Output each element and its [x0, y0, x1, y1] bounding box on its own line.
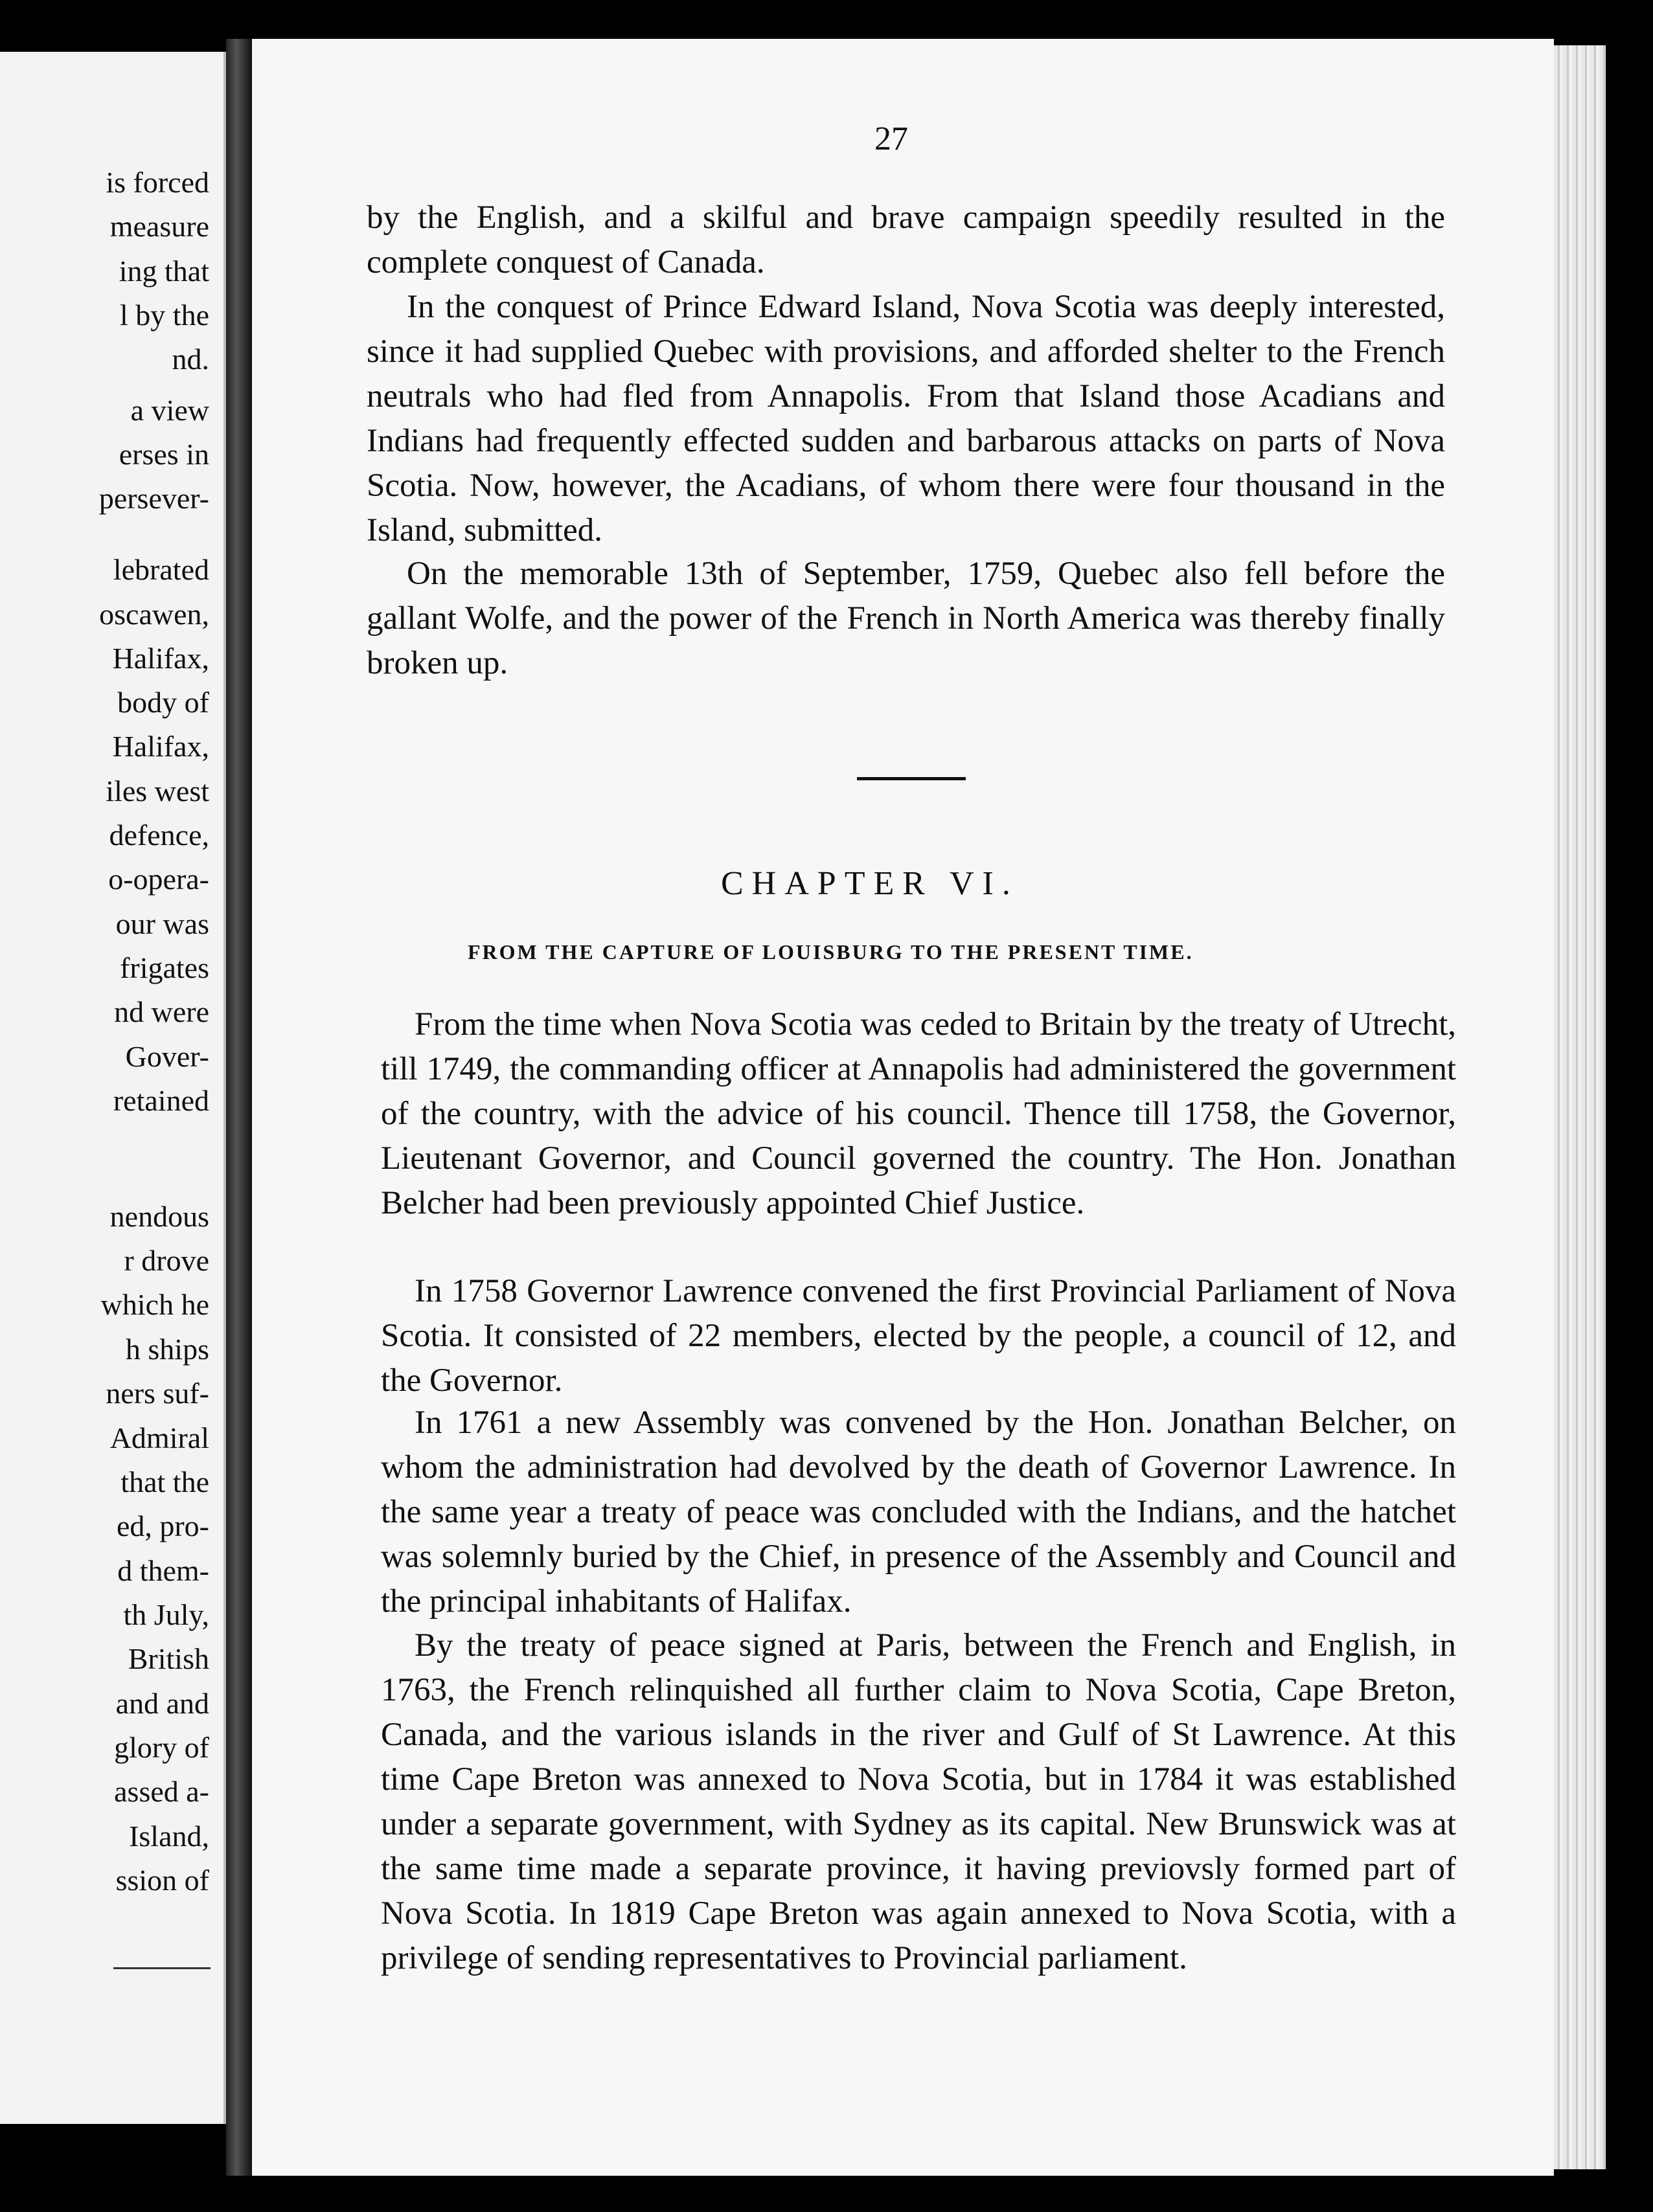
- paragraph: By the treaty of peace signed at Paris, between the French and English, in 1763, the French relinquished all further claim to Nova Scotia, Cape Breton, Canada, and the various islands in the river and Gulf of St Lawrence. At this time Cape Breton was annexed to Nova Scotia, but in 1784 it was established under a separate government, with Sydney as its capital. New Brunswick was at the same time made a separate province, it having previovsly formed part of Nova Scotia. In 1819 Cape Breton was again annexed to Nova Scotia, with a privilege of sending representatives to Provincial parliament.: [381, 1627, 1456, 1976]
- previous-page-line: glory of: [114, 1731, 209, 1764]
- previous-page-line: Halifax,: [112, 730, 209, 763]
- paragraph: On the memorable 13th of September, 1759, Quebec also fell before the gallant Wolfe, and the power of the French in North America was thereby finally broken up.: [367, 556, 1445, 681]
- paragraph: In the conquest of Prince Edward Island, Nova Scotia was deeply interested, since it had supplied Quebec with provisions, and afforded shelter to the French neutrals who had fled from Annapolis. From that Island those Acadians and Indians had frequently effected sudden and barbarous attacks on parts of Nova Scotia. Now, however, the Acadians, of whom there were four thousand in the Island, submitted.: [367, 289, 1445, 548]
- previous-page-line: persever-: [98, 482, 209, 515]
- previous-page-line: ssion of: [115, 1864, 209, 1897]
- previous-page-line: our was: [115, 907, 209, 940]
- previous-page-line: that the: [120, 1465, 209, 1498]
- paragraph: In 1758 Governor Lawrence convened the first Provincial Parliament of Nova Scotia. It consisted of 22 members, elected by the people, a council of 12, and the Governor.: [381, 1273, 1456, 1399]
- previous-page-line: Halifax,: [112, 642, 209, 675]
- page-number: 27: [874, 120, 908, 157]
- book-gutter: [226, 39, 252, 2176]
- paragraph: In 1761 a new Assembly was convened by the Hon. Jonathan Belcher, on whom the administration had devolved by the death of Governor Lawrence. In the same year a treaty of peace was concluded with the Indians, and the hatchet was solemnly buried by the Chief, in presence of the Assembly and Council and the principal inhabitants of Halifax.: [381, 1405, 1456, 1620]
- page-edges: [1554, 45, 1606, 2169]
- chapter-heading: CHAPTER VI.: [721, 865, 1019, 902]
- previous-page-line: Gover-: [125, 1040, 209, 1073]
- previous-page-rule: [113, 1967, 211, 1969]
- previous-page-line: nd.: [172, 343, 209, 376]
- previous-page-line: erses in: [119, 438, 209, 471]
- previous-page-line: d them-: [117, 1554, 209, 1587]
- previous-page-line: nd were: [114, 995, 209, 1028]
- previous-page-line: ed, pro-: [116, 1509, 209, 1542]
- previous-page-line: th July,: [123, 1598, 209, 1631]
- previous-page-line: frigates: [120, 951, 209, 984]
- previous-page-line: and and: [115, 1687, 209, 1720]
- previous-page-line: ners suf-: [106, 1377, 209, 1410]
- previous-page-line: h ships: [125, 1333, 209, 1366]
- previous-page-line: o-opera-: [108, 863, 209, 896]
- previous-page-line: iles west: [106, 774, 209, 807]
- section-divider: [857, 777, 966, 780]
- previous-page-line: nendous: [109, 1200, 209, 1233]
- previous-page-line: l by the: [120, 299, 209, 332]
- previous-page-line: which he: [100, 1288, 209, 1321]
- chapter-subtitle: FROM THE CAPTURE OF LOUISBURG TO THE PRESENT TIME.: [468, 940, 1194, 964]
- previous-page-line: British: [128, 1642, 209, 1675]
- previous-page: [0, 52, 226, 2124]
- previous-page-line: Island,: [129, 1820, 209, 1853]
- previous-page-line: ing that: [119, 254, 209, 288]
- paragraph: by the English, and a skilful and brave campaign speedily resulted in the complete conquest of Canada.: [367, 199, 1445, 280]
- previous-page-line: a view: [130, 394, 209, 427]
- previous-page-line: Admiral: [109, 1421, 209, 1454]
- previous-page-line: defence,: [109, 818, 209, 852]
- previous-page-line: is forced: [106, 166, 209, 199]
- previous-page-line: lebrated: [113, 553, 209, 586]
- paragraph: From the time when Nova Scotia was ceded to Britain by the treaty of Utrecht, till 1749, the commanding officer at Annapolis had administered the government of the country, with the advice of his council. Thence till 1758, the Governor, Lieutenant Governor, and Council governed the country. The Hon. Jonathan Belcher had been previously appointed Chief Justice.: [381, 1006, 1456, 1221]
- previous-page-line: r drove: [124, 1244, 209, 1277]
- previous-page-line: oscawen,: [99, 598, 209, 631]
- previous-page-line: body of: [117, 686, 209, 719]
- previous-page-line: measure: [109, 210, 209, 243]
- previous-page-line: assed a-: [114, 1775, 209, 1808]
- previous-page-line: retained: [113, 1084, 209, 1117]
